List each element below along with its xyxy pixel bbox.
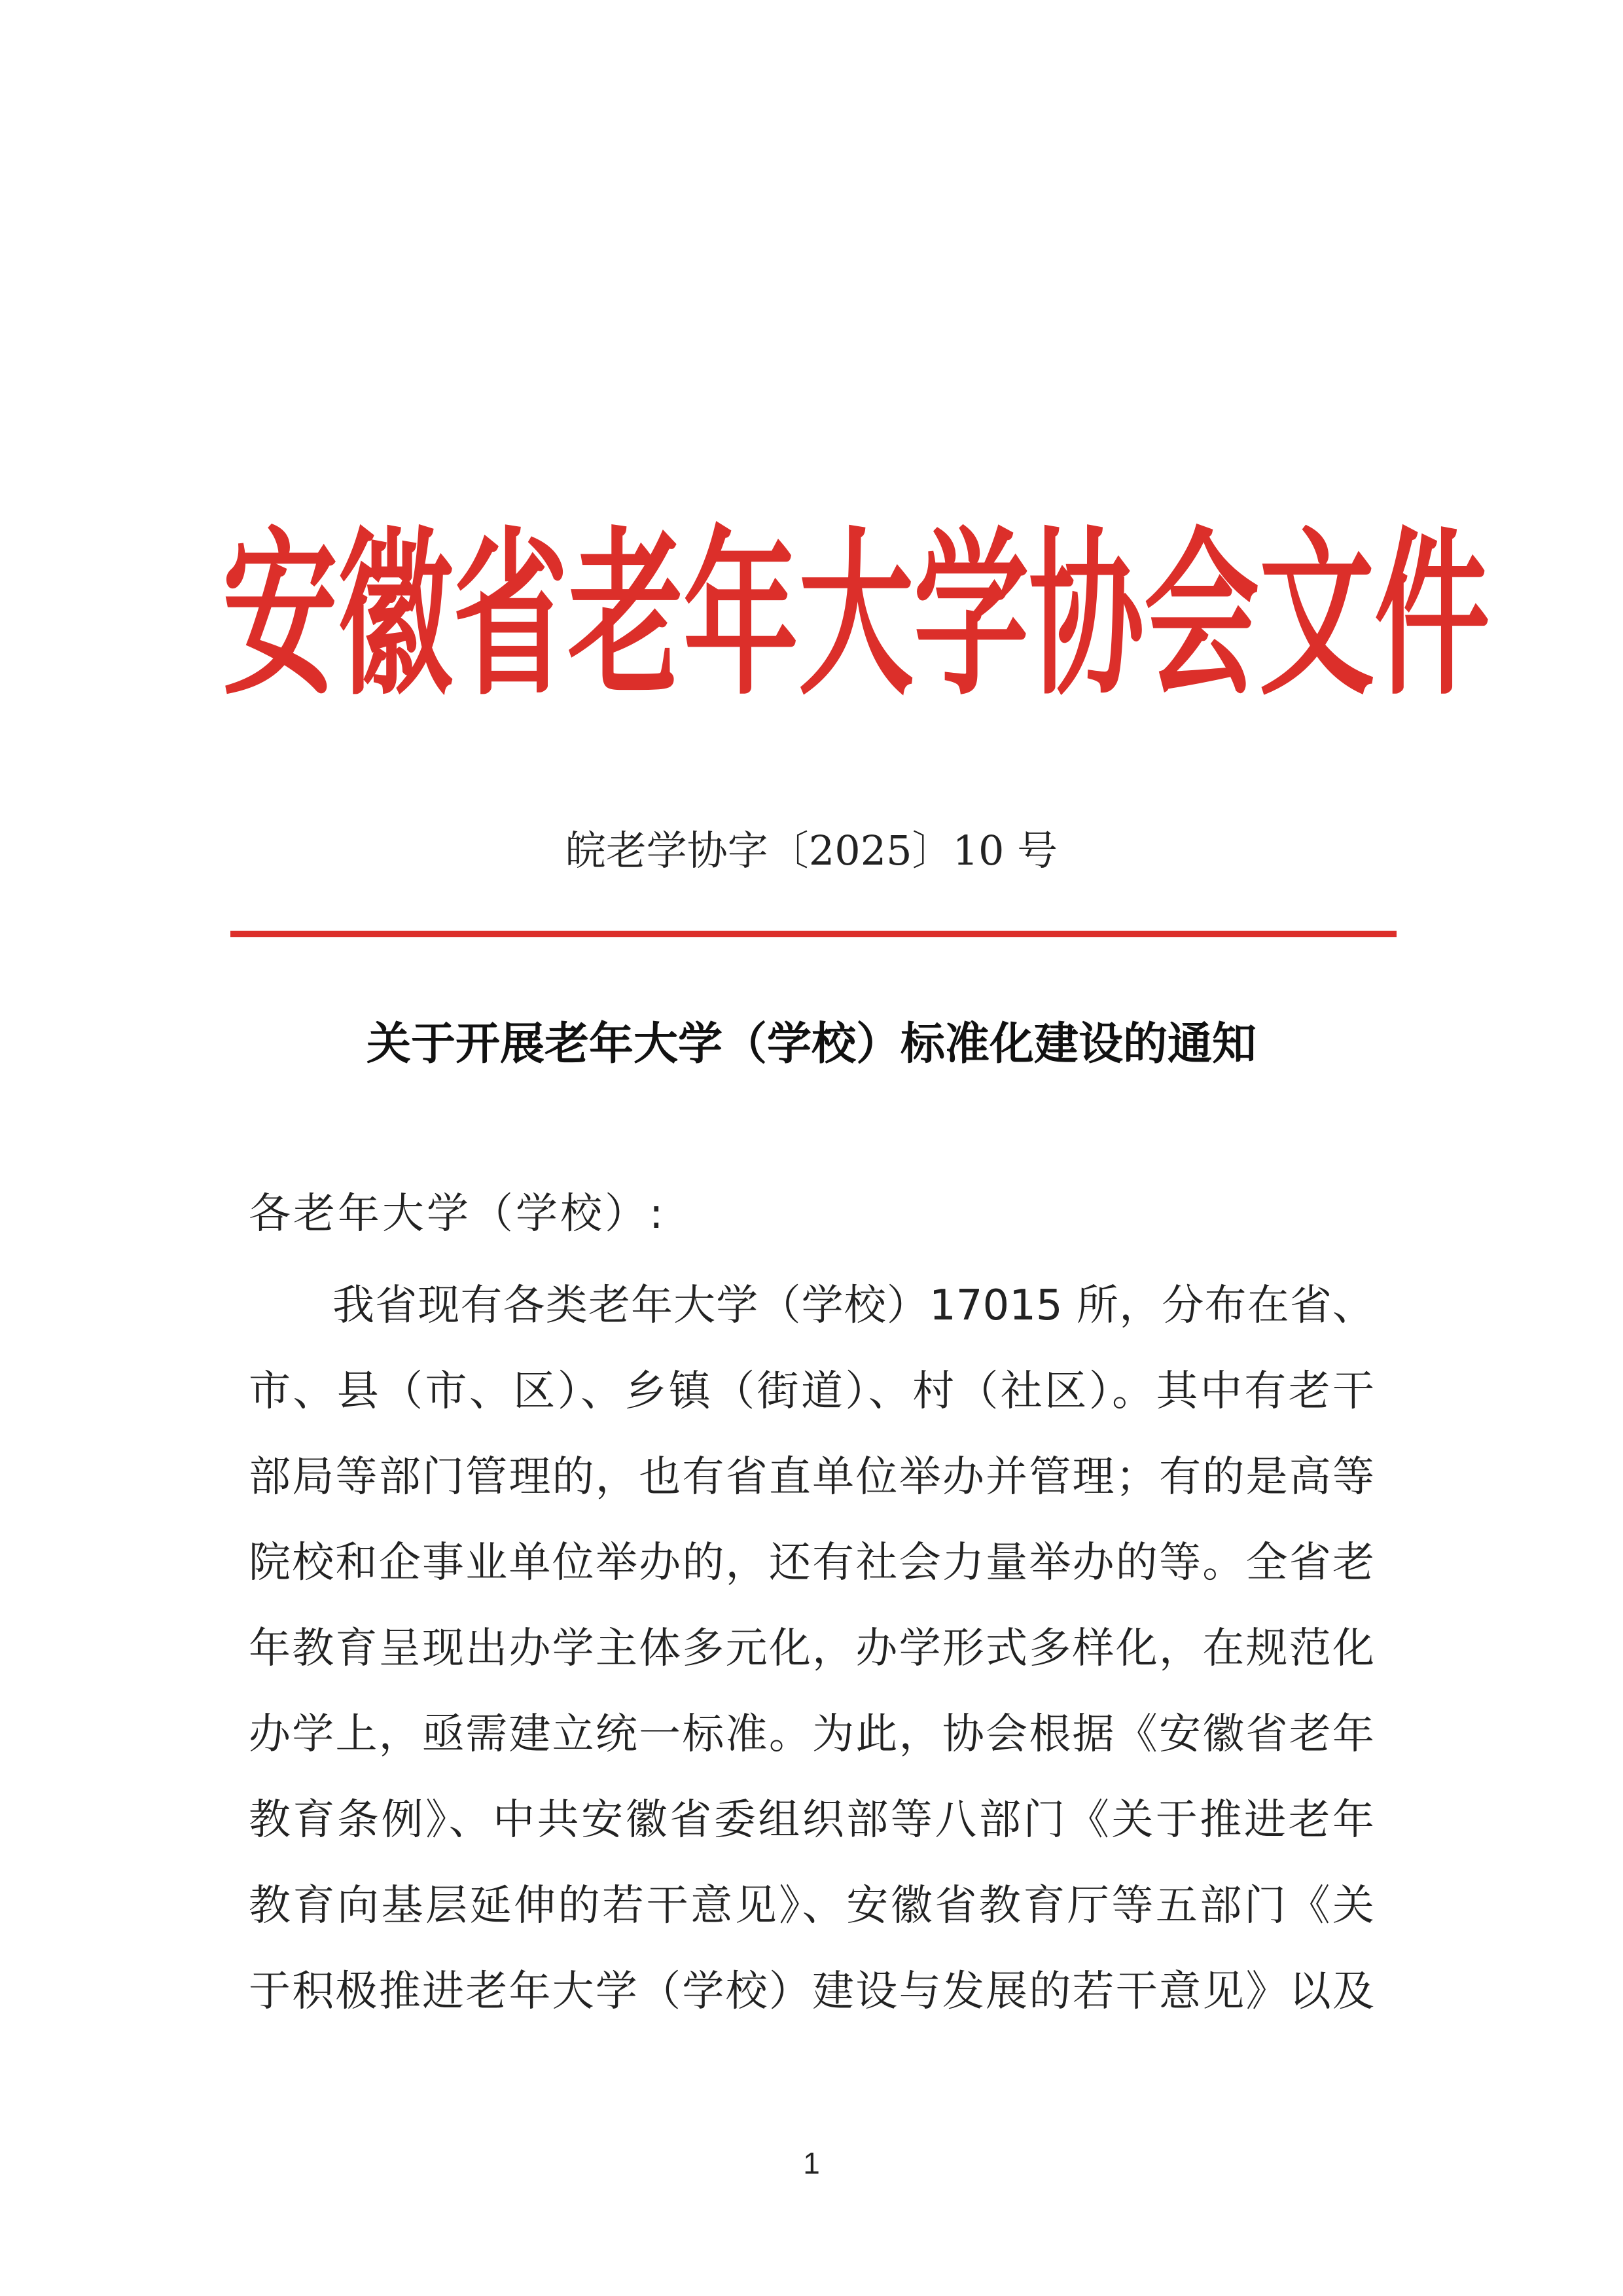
body-line: 我省现有各类老年大学（学校）17015 所，分布在省、 <box>332 1282 1374 1330</box>
org-title-char: 文 <box>1259 509 1375 720</box>
organization-title <box>223 509 1490 720</box>
org-title-char: 年 <box>683 509 799 720</box>
document-number: 皖老学协字〔2025〕10 号 <box>565 827 1058 874</box>
body-line: 市、县（市、区）、乡镇（街道）、村（社区）。其中有老干 <box>249 1367 1374 1416</box>
body-line: 办学上，亟需建立统一标准。为此，协会根据《安徽省老年 <box>249 1710 1374 1759</box>
notice-body <box>249 1263 1374 2035</box>
page-number: 1 <box>803 2146 820 2180</box>
org-title-char: 件 <box>1374 509 1490 720</box>
org-title-char: 老 <box>568 509 684 720</box>
org-title-char: 省 <box>453 509 569 720</box>
body-line: 年教育呈现出办学主体多元化，办学形式多样化，在规范化 <box>249 1624 1374 1673</box>
body-line: 部局等部门管理的，也有省直单位举办并管理；有的是高等 <box>249 1453 1374 1501</box>
body-line: 于积极推进老年大学（学校）建设与发展的若干意见》以及 <box>249 1967 1374 2016</box>
body-line: 教育条例》、中共安徽省委组织部等八部门《关于推进老年 <box>249 1796 1374 1844</box>
org-title-char: 会 <box>1144 509 1260 720</box>
org-title-char: 协 <box>1029 509 1145 720</box>
red-divider-line <box>230 931 1397 937</box>
body-line: 教育向基层延伸的若干意见》、安徽省教育厅等五部门《关 <box>249 1882 1374 1930</box>
salutation: 各老年大学（学校）: <box>249 1190 666 1238</box>
org-title-char: 大 <box>798 509 914 720</box>
org-title-char: 安 <box>223 509 338 720</box>
body-line: 院校和企事业单位举办的，还有社会力量举办的等。全省老 <box>249 1539 1374 1587</box>
notice-title: 关于开展老年大学（学校）标准化建设的通知 <box>366 1018 1257 1070</box>
org-title-char: 学 <box>914 509 1029 720</box>
org-title-char: 徽 <box>338 509 454 720</box>
